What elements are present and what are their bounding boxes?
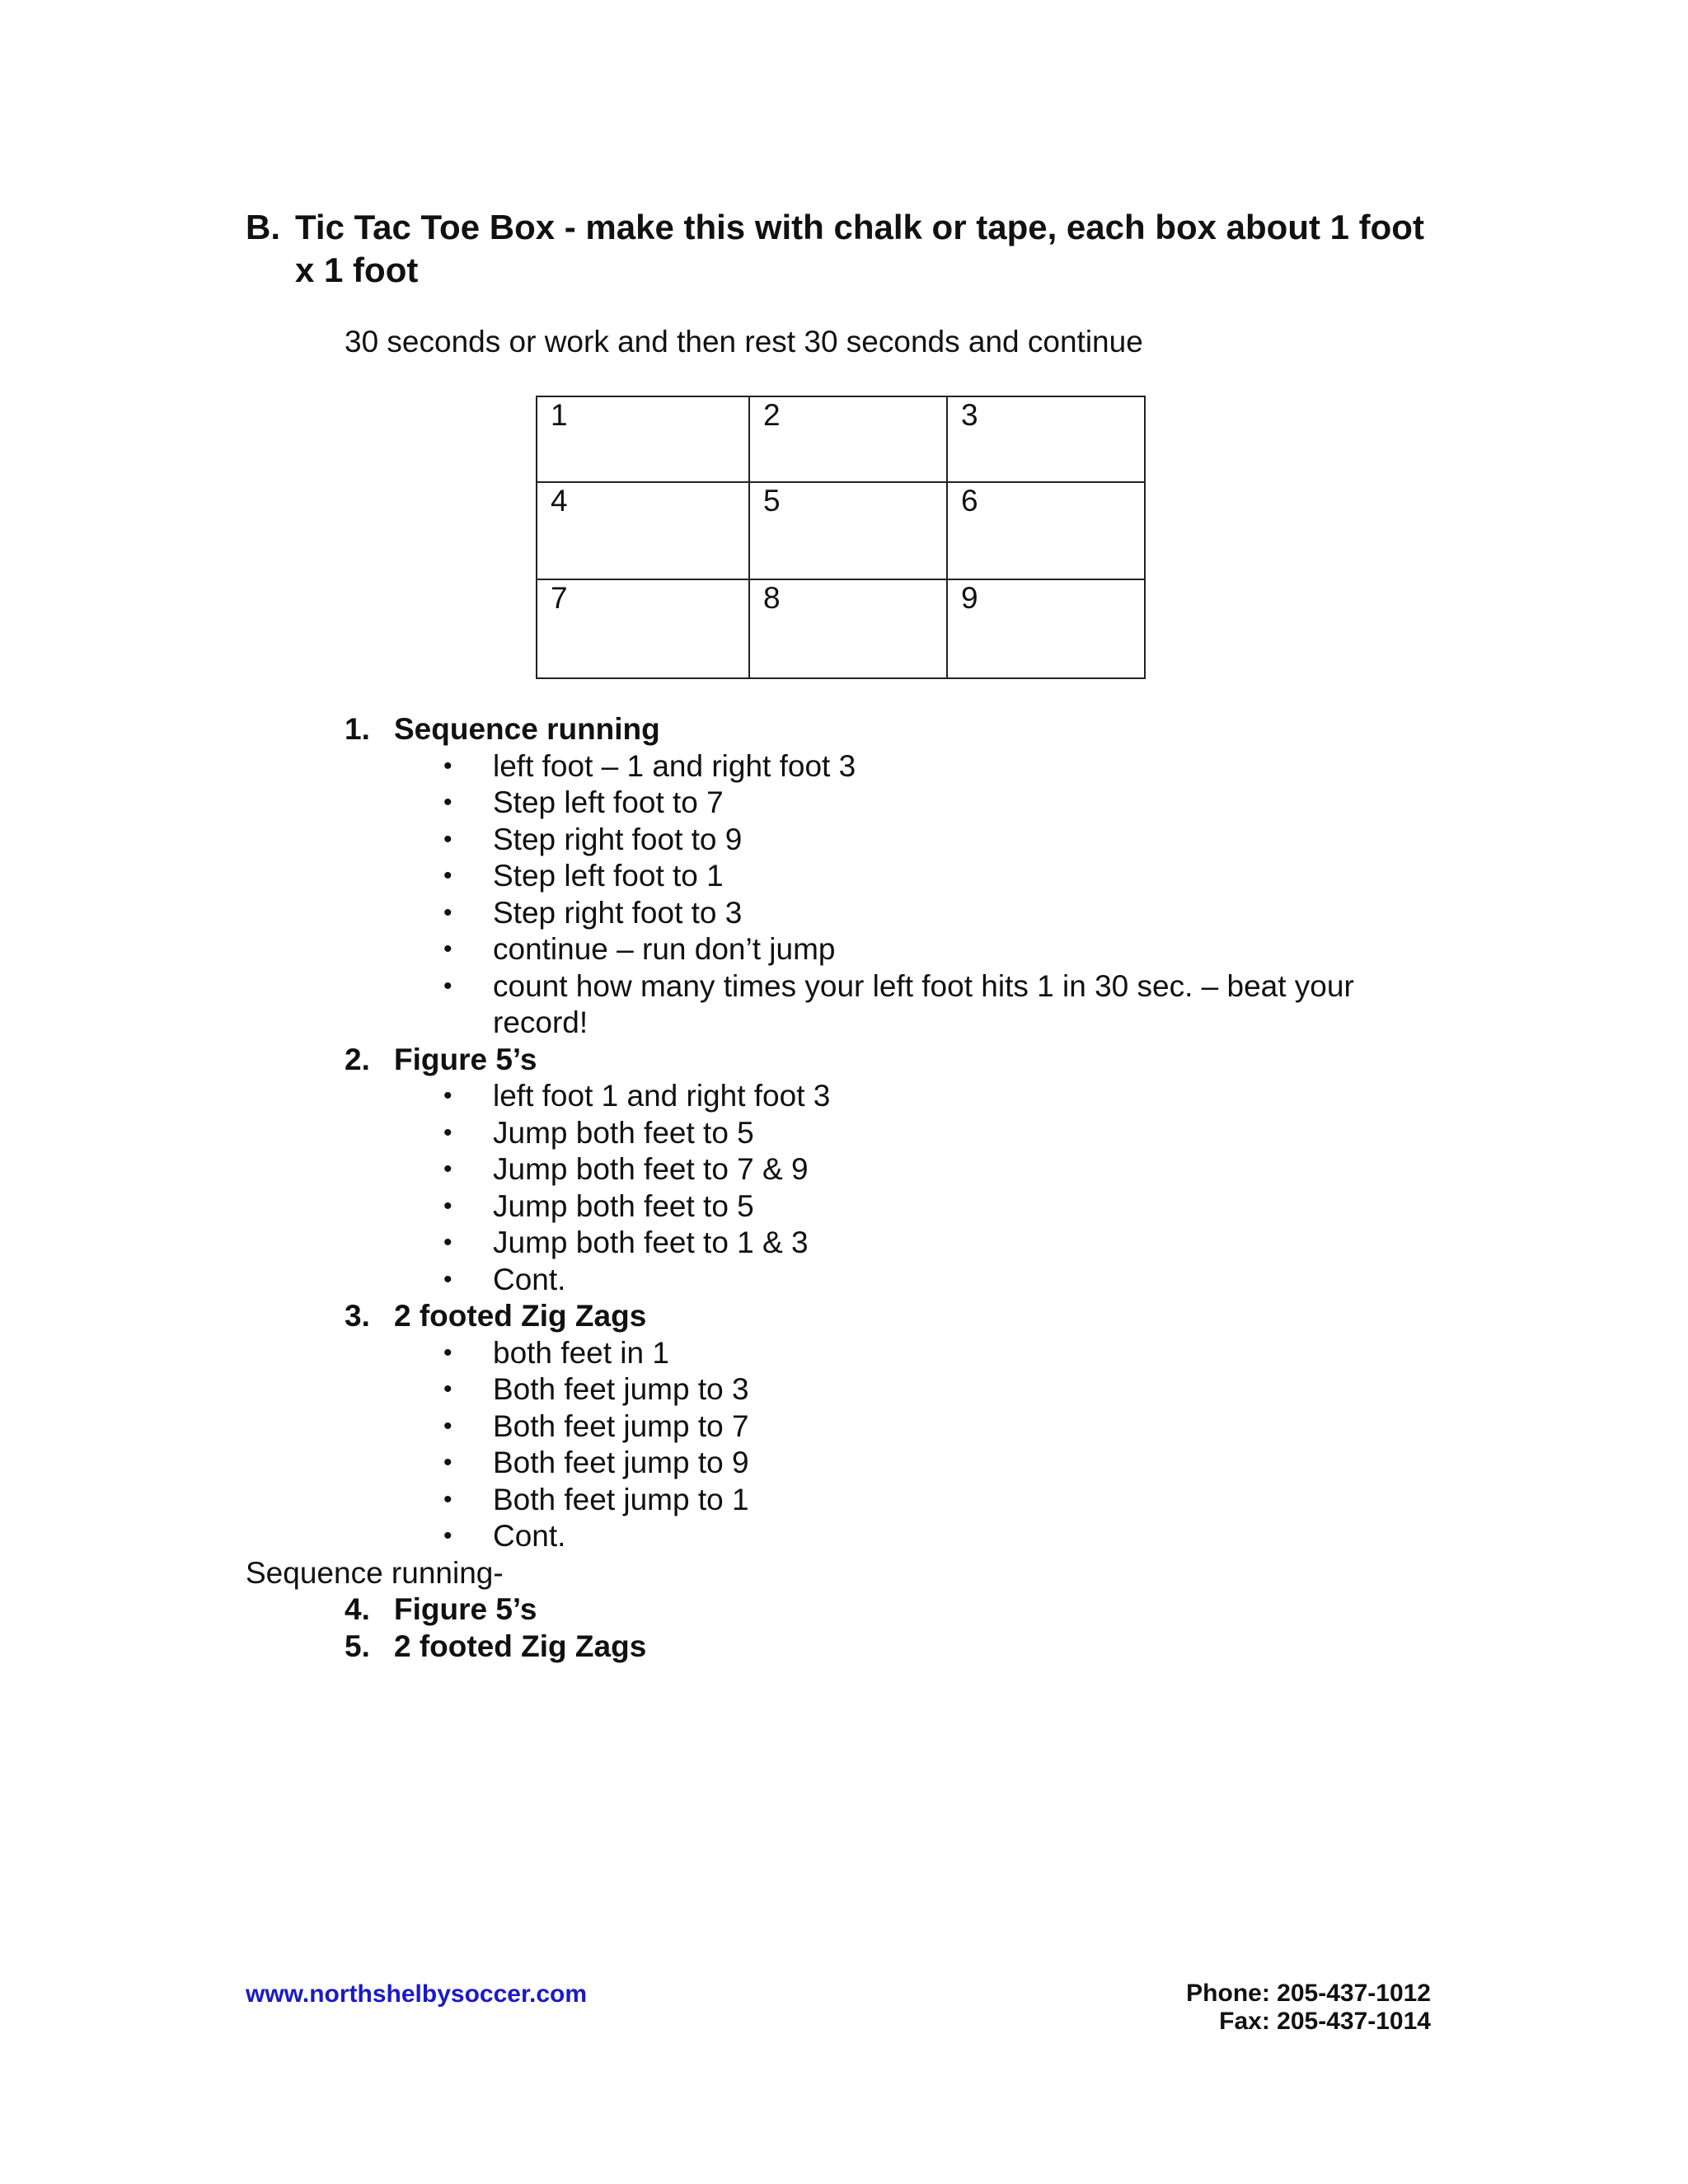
bullet-icon: • (443, 1192, 452, 1220)
grid-cell: 4 (537, 482, 749, 579)
drill-lists (0, 711, 1688, 1665)
step-text: count how many times your left foot hits 1 in 30 sec. – beat your record! (493, 968, 1354, 1039)
heading-letter: B. (246, 208, 280, 246)
step-text: left foot 1 and right foot 3 (493, 1079, 831, 1113)
tic-tac-toe-grid (536, 396, 1146, 679)
step-text: Both feet jump to 7 (493, 1408, 749, 1443)
bullet-icon: • (443, 898, 452, 926)
drill-number: 3. (345, 1299, 370, 1333)
list-item (0, 1518, 1688, 1555)
bullet-icon: • (443, 1082, 452, 1109)
step-text: Both feet jump to 9 (493, 1446, 749, 1479)
drill-steps (0, 1078, 1688, 1298)
grid-row (537, 396, 1145, 482)
website-link[interactable]: www.northshelbysoccer.com (246, 1980, 588, 2008)
grid-cell: 5 (749, 482, 947, 579)
step-text: left foot – 1 and right foot 3 (493, 748, 856, 783)
bullet-icon: • (443, 752, 452, 780)
bullet-icon: • (443, 1118, 452, 1146)
list-item (0, 968, 1688, 1042)
bullet-icon: • (443, 1376, 452, 1403)
step-text: Step right foot to 3 (493, 895, 743, 930)
drill-number: 5. (345, 1629, 370, 1663)
list-item (0, 1188, 1688, 1226)
list-item (0, 895, 1688, 932)
fax-number: Fax: 205-437-1014 (1219, 2008, 1431, 2035)
list-item (0, 822, 1688, 859)
bullet-icon: • (443, 1229, 452, 1256)
grid-row (537, 579, 1145, 678)
drill-title (0, 1298, 1688, 1335)
list-item (0, 1482, 1688, 1519)
heading-text: Tic Tac Toe Box - make this with chalk or tape, each box about 1 foot x 1 foot (295, 208, 1424, 289)
bullet-icon: • (443, 972, 452, 1000)
grid-cell: 6 (947, 482, 1145, 579)
bullet-icon: • (443, 1338, 452, 1366)
drill-title-text: 2 footed Zig Zags (394, 1629, 647, 1663)
step-text: Both feet jump to 1 (493, 1482, 749, 1516)
grid-cell: 3 (947, 396, 1145, 482)
list-item (0, 1335, 1688, 1372)
drill-title-text: Sequence running (394, 712, 660, 746)
list-item (0, 785, 1688, 822)
drill-steps (0, 1335, 1688, 1555)
step-text: Step left foot to 7 (493, 785, 724, 819)
step-text: Cont. (493, 1519, 566, 1553)
step-text: Jump both feet to 5 (493, 1188, 754, 1223)
drill-title-text: 2 footed Zig Zags (394, 1299, 647, 1333)
list-item (0, 1371, 1688, 1408)
drill-title (0, 1591, 1688, 1629)
intro-text: 30 seconds or work and then rest 30 seconds and continue (345, 325, 1143, 359)
grid-cell: 1 (537, 396, 749, 482)
step-text: Step right foot to 9 (493, 822, 743, 856)
step-text: Cont. (493, 1262, 566, 1296)
bullet-icon: • (443, 1412, 452, 1440)
drill-title-text: Figure 5’s (394, 1042, 537, 1076)
list-item (0, 748, 1688, 785)
list-item (0, 1078, 1688, 1115)
list-item (0, 1445, 1688, 1482)
step-text: both feet in 1 (493, 1335, 669, 1370)
step-text: Jump both feet to 7 & 9 (493, 1152, 809, 1186)
bullet-icon: • (443, 1522, 452, 1549)
drill-number: 2. (345, 1042, 370, 1076)
grid-cell: 9 (947, 579, 1145, 678)
list-item (0, 1262, 1688, 1299)
grid-cell: 2 (749, 396, 947, 482)
phone-number: Phone: 205-437-1012 (1186, 1980, 1431, 2007)
drill-number: 1. (345, 712, 370, 746)
bullet-icon: • (443, 1155, 452, 1183)
list-item (0, 1225, 1688, 1262)
list-item (0, 1151, 1688, 1188)
drill-title (0, 1042, 1688, 1079)
bullet-icon: • (443, 1265, 452, 1293)
list-item (0, 1408, 1688, 1446)
bullet-icon: • (443, 1485, 452, 1513)
list-item (0, 858, 1688, 895)
grid-cell: 7 (537, 579, 749, 678)
bullet-icon: • (443, 789, 452, 816)
step-text: Jump both feet to 1 & 3 (493, 1226, 809, 1259)
list-item (0, 931, 1688, 968)
after-text: Sequence running- (246, 1555, 504, 1590)
bullet-icon: • (443, 935, 452, 963)
bullet-icon: • (443, 862, 452, 889)
drill-number: 4. (345, 1592, 370, 1626)
step-text: Step left foot to 1 (493, 859, 724, 893)
bullet-icon: • (443, 825, 452, 853)
step-text: Jump both feet to 5 (493, 1115, 754, 1150)
drill-title (0, 711, 1688, 748)
bullet-icon: • (443, 1449, 452, 1476)
grid-row (537, 482, 1145, 579)
list-item (0, 1115, 1688, 1152)
drill-title-text: Figure 5’s (394, 1592, 537, 1626)
grid-cell: 8 (749, 579, 947, 678)
step-text: continue – run don’t jump (493, 932, 836, 966)
step-text: Both feet jump to 3 (493, 1372, 749, 1406)
contact-info (1186, 1980, 1431, 2036)
section-heading (246, 206, 1441, 292)
drill-steps (0, 748, 1688, 1042)
drill-title (0, 1629, 1688, 1666)
